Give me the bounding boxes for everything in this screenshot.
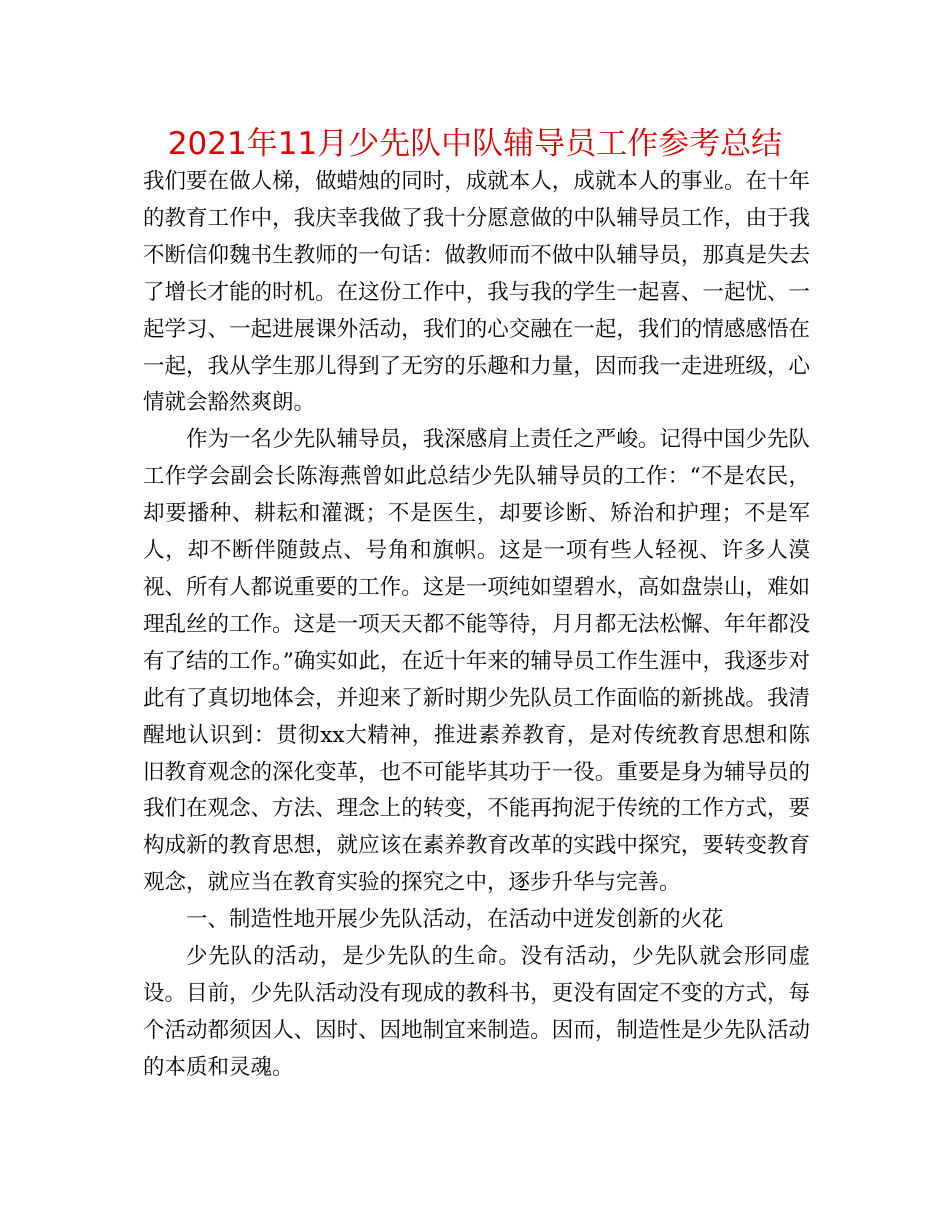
document-title: 2021年11月少先队中队辅导员工作参考总结 (167, 126, 783, 162)
section-heading: 一、制造性地开展少先队活动，在活动中迸发创新的火花 (186, 907, 724, 933)
paragraph-2: 作为一名少先队辅导员，我深感肩上责任之严峻。记得中国少先队工作学会副会长陈海燕曾如此总结少先队辅导员的工作：“不是农民，却要播种、耕耘和灌溉；不是医生，却要诊断、矫治和护理；不是军人，却不断伴随鼓点、号角和旗帜。这是一项有些人轻视、许多人漠视、所有人都说重要的工作。这是一项纯如望碧水，高如盘崇山，难如理乱丝的工作。这是一项天天都不能等待，月月都无法松懈、年年都没有了结的工作。”确实如此，在近十年来的辅导员工作生涯中，我逐步对此有了真切地体会，并迎来了新时期少先队员工作面临的新挑战。我清醒地认识到：贯彻xx大精神，推进素养教育，是对传统教育思想和陈旧教育观念的深化变革，也不可能毕其功于一役。重要是身为辅导员的我们在观念、方法、理念上的转变，不能再拘泥于传统的工作方式，要构成新的教育思想，就应该在素养教育改革的实践中探究，要转变教育观念，就应当在教育实验的探究之中，逐步升华与完善。 (143, 427, 810, 896)
paragraph-3: 少先队的活动，是少先队的生命。没有活动，少先队就会形同虚设。目前，少先队活动没有现成的教科书，更没有固定不变的方式，每个活动都须因人、因时、因地制宜来制造。因而，制造性是少先队活动的本质和灵魂。 (143, 944, 810, 1080)
document-body (143, 164, 810, 1087)
paragraph-1: 我们要在做人梯，做蜡烛的同时，成就本人，成就本人的事业。在十年的教育工作中，我庆幸我做了我十分愿意做的中队辅导员工作，由于我不断信仰魏书生教师的一句话：做教师而不做中队辅导员，那真是失去了增长才能的时机。在这份工作中，我与我的学生一起喜、一起忧、一起学习、一起进展课外活动，我们的心交融在一起，我们的情感感悟在一起，我从学生那儿得到了无穷的乐趣和力量，因而我一走进班级，心情就会豁然爽朗。 (143, 169, 810, 416)
